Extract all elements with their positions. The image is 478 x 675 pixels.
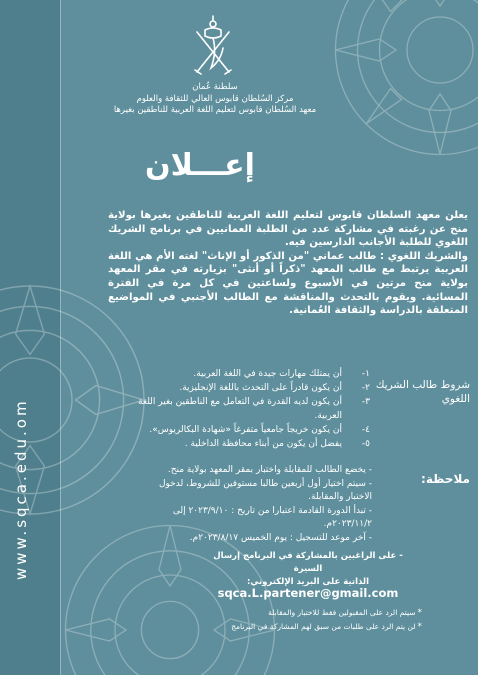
list-item xyxy=(130,381,370,395)
asterisk-icon: * xyxy=(417,608,422,618)
item-text: أن يكون لديه القدرة في التعامل مع الناطقين بغير اللغة العربية. xyxy=(138,397,342,421)
list-item xyxy=(130,423,370,437)
website-url[interactable]: www.sqca.edu.om xyxy=(12,398,30,580)
list-item xyxy=(130,437,370,451)
center-name: مركز السُلطان قابوس العالي للثقافة والعلوم xyxy=(136,93,294,104)
item-number: ١- xyxy=(361,369,370,379)
item-number: ٣- xyxy=(361,397,370,407)
notes-label: ملاحظة: xyxy=(421,472,470,486)
contact-email-link[interactable]: sqca.L.partener@gmail.com xyxy=(217,586,399,600)
list-item xyxy=(130,395,370,423)
item-text: أن يكون قادراً على التحدث باللغة الإنجليزية. xyxy=(179,383,342,393)
oman-khanjar-emblem-icon xyxy=(191,12,235,82)
contact-line: - على الراغبين بالمشاركة في البرنامج إرسال السيرة xyxy=(213,551,403,574)
asterisk-icon: * xyxy=(417,622,422,632)
notes-list xyxy=(132,464,372,545)
list-item xyxy=(130,367,370,381)
contact-instructions xyxy=(208,550,408,589)
item-text: يفضل أن يكون من أبناء محافظة الداخلية . xyxy=(184,439,342,449)
list-item: - سيتم اختيار أول أربعين طالبا مستوفين للشروط، لدخول الاختبار والمقابلة. xyxy=(132,478,372,505)
list-item: - آخر موعد للتسجيل : يوم الخميس ٢٠٢٣/٨/١٧م. xyxy=(132,532,372,546)
footnote: *لن يتم الرد على طلبات من سبق لهم المشاركة في البرنامج xyxy=(231,622,422,632)
item-number: ٥- xyxy=(361,439,370,449)
institution-header xyxy=(100,82,330,117)
page-title: إعـــلان xyxy=(145,148,255,183)
footnotes xyxy=(180,606,422,634)
contact-line: الذاتية على البريد الإلكتروني: xyxy=(246,577,370,587)
intro-paragraph: والشريك اللغوي : طالب عماني "من الذكور أو الإناث" لغته الأم هي اللغة العربية يرتبط مع طالب المعهد "ذكراً أو أنثى" بزيارته في مقر المعهد بولاية منح مرتين في الأسبوع ولساعتين في كل مرة في الفترة المسائية. ويقوم بالتحدث والمناقشة مع الطالب الأجنبي في المواضيع المتعلقة بالدراسة والثقافة العُمانية. xyxy=(108,250,468,317)
footnote: *سيتم الرد على المقبولين فقط للاختبار والمقابلة xyxy=(268,608,422,618)
conditions-list xyxy=(130,367,370,451)
list-item: - يخضع الطالب للمقابلة واختبار بمقر المعهد بولاية منح. xyxy=(132,464,372,478)
mandala-ornament-top-right-icon xyxy=(330,0,478,160)
list-item: - تبدأ الدورة القادمة اعتبارا من تاريخ : ٢٠٢٣/٩/١٠ إلى ٢٠٢٣/١١/٢م. xyxy=(132,505,372,532)
intro-text xyxy=(108,209,468,318)
item-number: ٤- xyxy=(361,425,370,435)
institute-name: معهد السُلطان قابوس لتعليم اللغة العربية للناطقين بغيرها xyxy=(113,105,317,115)
item-text: أن يمتلك مهارات جيدة في اللغة العربية. xyxy=(193,369,342,379)
item-number: ٢- xyxy=(361,383,370,393)
partner-conditions-label: شروط طالب الشريك اللغوي xyxy=(375,379,470,405)
item-text: أن يكون خريجاً جامعياً متفرغاً «شهادة البكالريوس». xyxy=(149,425,342,435)
intro-paragraph: يعلن معهد السلطان قابوس لتعليم اللغة العربية للناطقين بغيرها بولاية منح عن رغبته في مشاركة عدد من الطلبة العمانيين في برنامج الشريك اللغوي للطلبة الأجانب الدارسين فيه. xyxy=(108,210,468,249)
country-name: سلطنة عُمان xyxy=(192,82,238,92)
